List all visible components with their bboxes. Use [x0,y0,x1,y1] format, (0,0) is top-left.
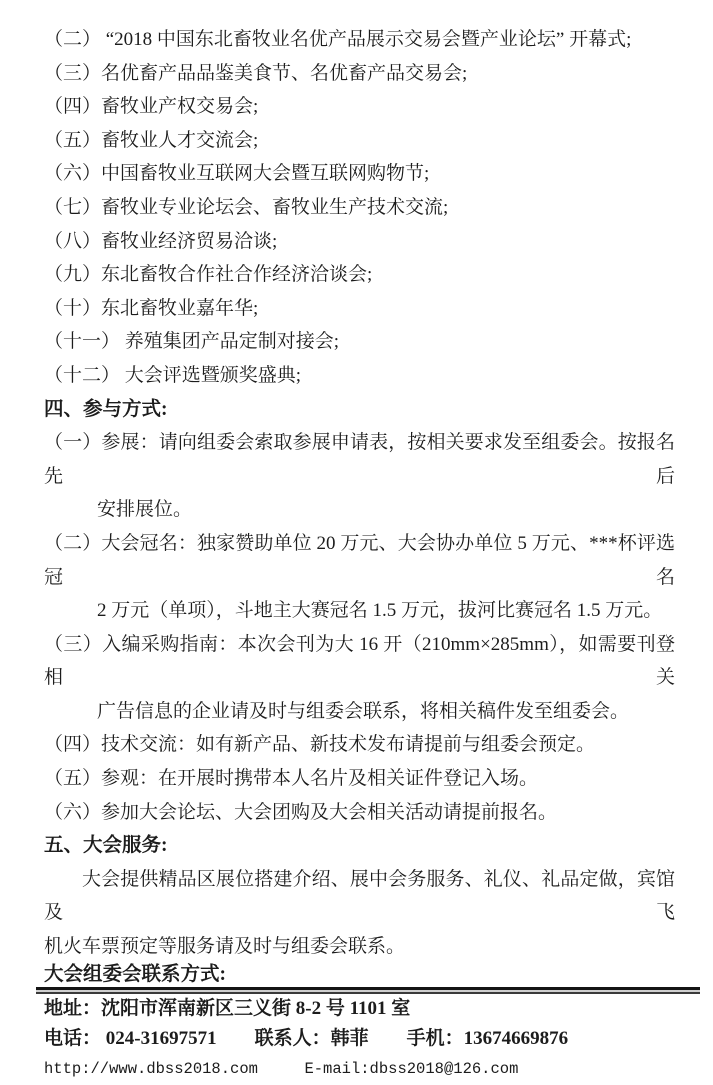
participation-line: （一）参展：请向组委会索取参展申请表，按相关要求发至组委会。按报名先后 [44,432,675,487]
event-item: （十二） 大会评选暨颁奖盛典; [44,364,302,386]
event-item: （六）中国畜牧业互联网大会暨互联网购物节; [44,163,430,185]
participation-line: （四）技术交流：如有新产品、新技术发布请提前与组委会预定。 [44,734,596,756]
double-rule [36,987,700,994]
participation-line: 广告信息的企业请及时与组委会联系，将相关稿件发至组委会。 [97,700,630,722]
participation-line: 2 万元（单项），斗地主大赛冠名 1.5 万元，拔河比赛冠名 1.5 万元。 [97,600,663,622]
contact-heading: 大会组委会联系方式: [44,963,226,985]
service-line: 大会提供精品区展位搭建介绍、展中会务服务、礼仪、礼品定做，宾馆及飞 [44,868,675,924]
event-item: （九）东北畜牧合作社合作经济洽谈会; [44,264,373,286]
services-paragraph [44,863,675,964]
contact-phone: 电话： 024-31697571 联系人：韩菲 手机：13674669876 [44,1027,569,1049]
participation-list [44,426,675,829]
section-heading-services: 五、大会服务: [44,835,168,857]
contact-block [44,964,675,1085]
event-item: （五）畜牧业人才交流会; [44,129,259,151]
participation-line: （六）参加大会论坛、大会团购及大会相关活动请提前报名。 [44,801,558,823]
participation-line: （二）大会冠名：独家赞助单位 20 万元、大会协办单位 5 万元、***杯评选冠名 [44,532,675,588]
event-item: （十一） 养殖集团产品定制对接会; [44,331,340,353]
contact-address: 地址：沈阳市浑南新区三义街 8-2 号 1101 室 [44,997,411,1019]
section-heading-participation: 四、参与方式: [44,398,168,420]
event-item: （十）东北畜牧业嘉年华; [44,297,259,319]
event-item: （八）畜牧业经济贸易洽谈; [44,230,278,252]
event-item: （四）畜牧业产权交易会; [44,96,259,118]
participation-line: （三）入编采购指南：本次会刊为大 16 开（210mm×285mm），如需要刊登相关 [44,633,675,689]
participation-line: 安排展位。 [97,499,193,521]
contact-web: http://www.dbss2018.com E-mail:dbss2018@126.com [44,1059,519,1078]
participation-line: （五）参观：在开展时携带本人名片及相关证件登记入场。 [44,768,539,790]
event-item: （二） “2018 中国东北畜牧业名优产品展示交易会暨产业论坛” 开幕式; [44,29,632,50]
event-item: （三）名优畜产品品鉴美食节、名优畜产品交易会; [44,62,468,84]
event-list [44,23,675,393]
service-line: 机火车票预定等服务请及时与组委会联系。 [44,936,406,958]
event-item: （七）畜牧业专业论坛会、畜牧业生产技术交流; [44,196,449,218]
